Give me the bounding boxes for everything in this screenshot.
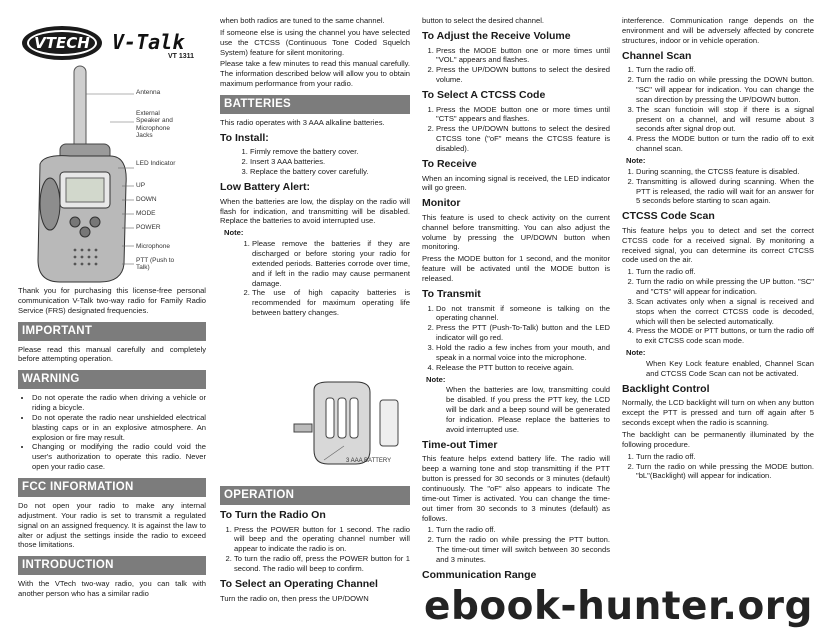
column-3 [422,16,610,584]
ctcss-scan-steps [622,267,814,346]
channel-scan-steps [622,65,814,154]
low-battery-text: When the batteries are low, the display on the radio will flash for indication, and transmitting will be disabled. Replace the batteries to avoid interrupted use. [220,196,410,226]
paragraph: when both radios are tuned to the same channel. [220,16,385,25]
monitor-text: This feature is used to check activity on the current channel before transmitting. You can also adjust the volume by pressing the UP/DOWN button when monitoring. [422,212,610,252]
transmit-step: 1. Do not transmit if someone is talking on the operating channel. [436,304,610,324]
channel-scan-step: 1. Turn the radio off. [636,65,814,75]
transmit-note: When the batteries are low, transmitting could be disabled. If you press the PTT key, the LCD will be dark and a beep sound will be generated for indication. Please replace the batteries to avoid interrupted use. [446,385,610,434]
model-number: VT 1311 [168,53,195,60]
battery-note: 1. Please remove the batteries if they are discharged or before storing your radio for extended periods. Batteries corrode over time, and if left in the radio may cause permanent damage. [252,239,410,288]
battery-note: 2. The use of high capacity batteries is recommended for maximum operating life between battery changes. [252,288,410,318]
heading-receive: To Receive [422,157,477,170]
paragraph: button to select the desired channel. [422,16,545,25]
install-step: 3. Replace the battery cover carefully. [250,167,410,177]
ctcss-scan-step: 3. Scan activates only when a signal is received and stops when the correct CTCSS code is decoded, which will then be selected automatically. [636,297,814,327]
column-4 [622,16,814,483]
batteries-text: This radio operates with 3 AAA alkaline batteries. [220,117,385,127]
receive-text: When an incoming signal is received, the LED indicator will go green. [422,173,610,193]
channel-scan-notes [622,167,814,206]
ctcss-scan-step: 2. Turn the radio on while pressing the UP button. "SC" and "CTS" will appear for indication. [636,277,814,297]
transmit-step: 4. Release the PTT button to receive again. [436,363,610,373]
column-2-lower [220,480,410,605]
heading-backlight: Backlight Control [622,382,710,395]
adjust-steps [422,46,610,85]
warning-item: • Changing or modifying the radio could void the user's authorization to operate this radio. Never open your radio case. [32,442,206,472]
channel-scan-step: 2. Turn the radio on while pressing the DOWN button. "SC" will appear for indication. You can change the scan direction by pressing the UP/DOWN button. [636,75,814,105]
intro-paragraph: Thank you for purchasing this license-free personal communication V-Talk two-way radio for Family Radio Service (FRS) designated frequencies. [18,286,206,315]
ctcss-step: 2. Press the UP/DOWN buttons to select the desired CTCSS tone ("oF" means the CTCSS feature is disabled). [436,124,610,154]
adjust-step: 2. Press the UP/DOWN buttons to select the desired volume. [436,65,610,85]
note-label: Note: [626,155,646,165]
fcc-text: Do not open your radio to make any internal adjustment. Your radio is set to transmit a regulated signal on an assigned frequency. It is against the law to alter or adjust the settings inside the radio to exceed those limitations. [18,500,206,550]
heading-channel-scan: Channel Scan [622,49,692,62]
heading-timeout: Time-out Timer [422,438,498,451]
label-down: DOWN [136,196,157,203]
battery-diagram-label: 3 AAA BATTERY [346,458,392,464]
section-operation: OPERATION [220,486,410,505]
heading-select-ctcss: To Select A CTCSS Code [422,88,546,101]
battery-compartment-illustration [284,380,404,470]
install-step: 2. Insert 3 AAA batteries. [250,157,410,167]
timeout-step: 2. Turn the radio on while pressing the PTT button. The time-out timer will switch between 30 seconds and 3 minutes. [436,535,610,565]
turn-on-step: 2. To turn the radio off, press the POWER button for 1 second. The radio will beep to confirm. [234,554,410,574]
backlight-text-2: The backlight can be permanently illuminated by the following procedure. [622,430,814,449]
important-text: Please read this manual carefully and completely before attempting operation. [18,344,206,364]
channel-scan-note: 1. During scanning, the CTCSS feature is disabled. [636,167,814,177]
install-step: 1. Firmly remove the battery cover. [250,147,410,157]
turn-on-step: 1. Press the POWER button for 1 second. The radio will beep and the operating channel number will appear to indicate the radio is on. [234,525,410,555]
heading-low-battery [220,181,410,195]
radio-illustration [30,64,134,284]
svg-text:V-Talk: V-Talk [112,30,185,54]
ctcss-steps [422,105,610,154]
ctcss-scan-text: This feature helps you to detect and set the correct CTCSS code for a received signal. By monitoring a received signal, you can determine its correct CTCSS code used on the air. [622,225,814,265]
heading-transmit: To Transmit [422,287,481,300]
heading-monitor: Monitor [422,197,461,210]
note-label: Note: [626,348,646,358]
label-led: LED Indicator [136,160,176,167]
transmit-step: 3. Hold the radio a few inches from your mouth, and speak in a normal voice into the microphone. [436,343,610,363]
section-batteries: BATTERIES [220,95,410,114]
introduction-text: With the VTech two-way radio, you can talk with another person who has a similar radio [18,579,206,599]
label-antenna: Antenna [136,89,161,96]
backlight-steps [622,452,814,482]
heading-adjust-volume: To Adjust the Receive Volume [422,29,571,42]
label-external-jacks: External Speaker and Microphone Jacks [136,110,173,140]
paragraph: If someone else is using the channel you have selected use the CTCSS (Continuous Tone Coded Squelch System) feature for silent monitoring. [220,27,410,57]
select-channel-text: Turn the radio on, then press the UP/DOWN [220,593,369,603]
section-important: IMPORTANT [18,322,206,341]
ctcss-scan-step: 1. Turn the radio off. [636,267,814,277]
ctcss-step: 1. Press the MODE button one or more times until "CTS" appears and flashes. [436,105,610,125]
paragraph: interference. Communication range depends on the environment and will be adversely affected by concrete structures, indoor or in vehicle operation. [622,16,814,45]
install-steps [220,147,410,177]
heading-install: To Install: [220,131,269,144]
label-ptt: PTT (Push to Talk) [136,257,175,272]
heading-select-channel: To Select an Operating Channel [220,577,378,590]
timeout-text: This feature helps extend battery life. The radio will beep a warning tone and stop transmitting if the PTT button is pressed for 30 seconds or 3 minutes (default) continuously. The "oF" also appears to indicate The time-out Timer is activated. You can change the time-out timer from 30 seconds to 3 minutes (default) as follows. [422,454,610,523]
heading-turn-on: To Turn the Radio On [220,508,326,521]
channel-scan-step: 3. The scan functioin will stop if there is a signal present on a channel, and will resume about 3 seconds after signal drop out. [636,105,814,135]
note-label: Note: [224,228,244,238]
column-2 [220,16,410,320]
battery-notes [220,239,410,318]
low-battery-colon: : [306,181,311,194]
channel-scan-note: 2. Transmitting is allowed during scanning. When the PTT is released, the radio will wait for an answer for 5 seconds before starting to scan again. [636,177,814,207]
label-power: POWER [136,224,161,231]
transmit-steps [422,304,610,373]
turn-on-steps [220,525,410,574]
column-1 [18,286,206,601]
label-up: UP [136,182,146,189]
heading-communication-range: Communication Range [422,568,537,581]
label-mode: MODE [136,210,156,217]
warning-item: • Do not operate the radio when driving a vehicle or riding a bicycle. [32,393,206,413]
low-battery-title: Low Battery Alert [220,181,307,194]
ctcss-scan-step: 4. Press the MODE or PTT buttons, or turn the radio off to exit CTCSS code scan mode. [636,326,814,346]
warning-list [18,393,206,472]
paragraph: Please take a few minutes to read this manual carefully. The information described below will allow you to obtain maximum performance from your radio. [220,59,410,89]
section-warning: WARNING [18,370,206,389]
transmit-step: 2. Press the PTT (Push-To-Talk) button and the LED indicator will go red. [436,323,610,343]
svg-text:VTECH: VTECH [34,34,90,52]
ctcss-scan-note: When Key Lock feature enabled, Channel Scan and CTCSS Code Scan can not be activated. [646,359,814,378]
timeout-steps [422,525,610,564]
monitor-text-2: Press the MODE button for 1 second, and the monitor feature will be activated until the MODE button is released. [422,254,610,284]
channel-scan-step: 4. Press the MODE button or turn the radio off to exit channel scan. [636,134,814,154]
warning-item: • Do not operate the radio near unshielded electrical blasting caps or in an explosive atmosphere. An explosion or fire may result. [32,413,206,443]
section-introduction: INTRODUCTION [18,556,206,575]
backlight-step: 2. Turn the radio on while pressing the MODE button. "bL"(Backlight) will appear for indication. [636,462,814,482]
note-label: Note: [426,374,446,384]
section-fcc: FCC INFORMATION [18,478,206,497]
backlight-text: Normally, the LCD backlight will turn on when any button except the PTT is pressed and turn off again after 5 seconds except when the radio is scanning. [622,398,814,428]
watermark: ebook-hunter.org [424,584,813,629]
backlight-step: 1. Turn the radio off. [636,452,814,462]
adjust-step: 1. Press the MODE button one or more times until "VOL" appears and flashes. [436,46,610,66]
timeout-step: 1. Turn the radio off. [436,525,610,535]
label-microphone: Microphone [136,243,170,250]
heading-ctcss-scan: CTCSS Code Scan [622,210,715,223]
